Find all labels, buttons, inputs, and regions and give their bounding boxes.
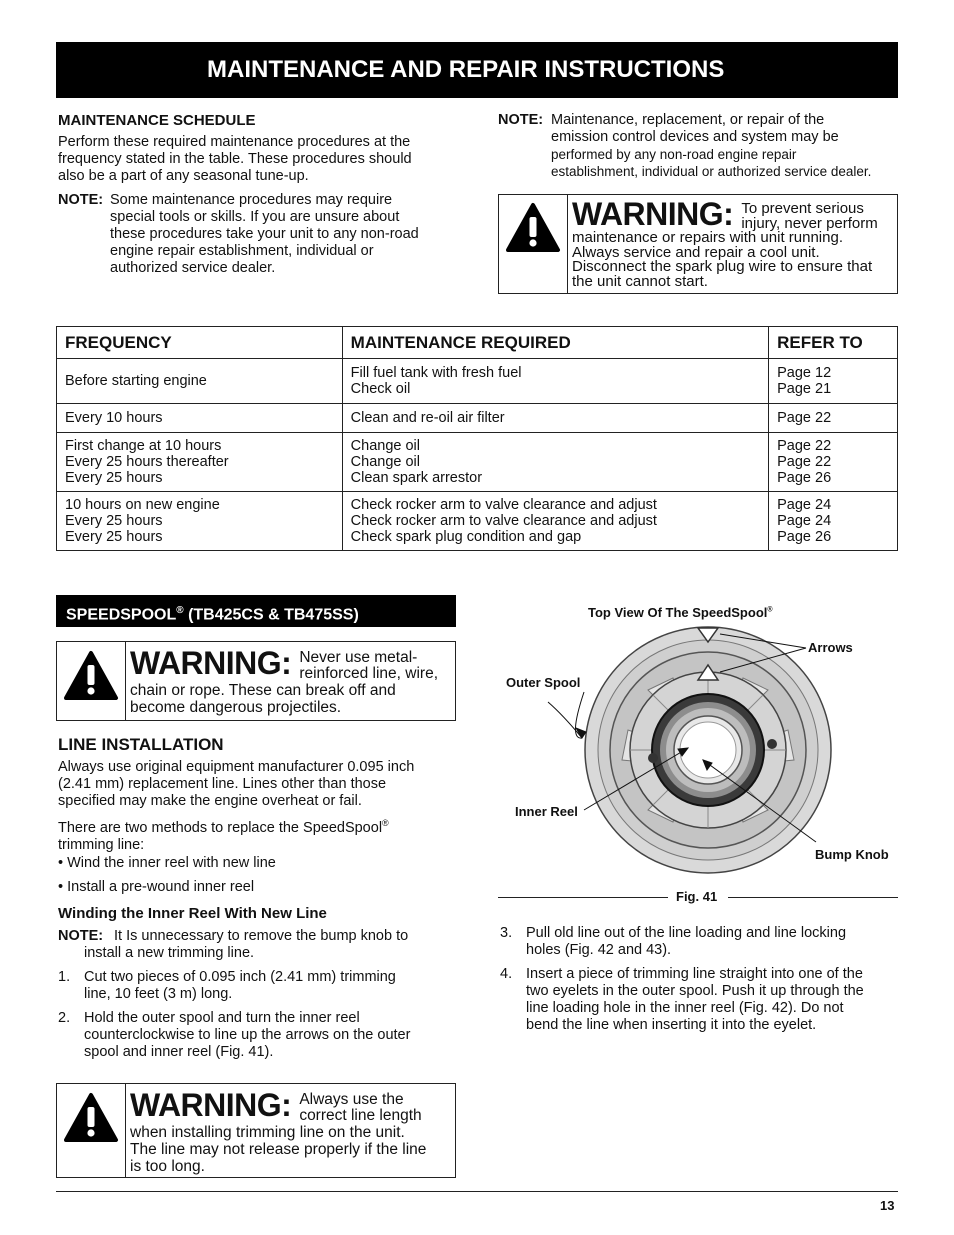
step-line: Pull old line out of the line loading and line locking [526, 925, 847, 941]
schedule-note-text [110, 192, 455, 277]
speedspool-diagram [498, 620, 898, 885]
warning-icon-cell [57, 1084, 126, 1177]
cell-line: Page 22 [777, 410, 832, 426]
registered-mark: ® [767, 606, 773, 614]
emission-note-label: NOTE: [498, 112, 544, 128]
note-line: It Is unnecessary to remove the bump knob to [114, 928, 409, 944]
page-banner: MAINTENANCE AND REPAIR INSTRUCTIONS [56, 42, 898, 98]
emission-note-line: performed by any non-road engine repair [551, 147, 797, 162]
step-text [526, 925, 898, 959]
caption-rule-left [498, 897, 668, 898]
cell-line: Page 26 [777, 470, 832, 486]
step-number: 1. [58, 969, 71, 985]
step-text [526, 966, 898, 1034]
task-cell [342, 433, 768, 492]
winding-note-text [84, 928, 456, 962]
warning-body-line: when installing trimming line on the unit. [130, 1124, 405, 1141]
warning-body-line: maintenance or repairs with unit running. [572, 229, 843, 246]
schedule-intro-line: Perform these required maintenance procedures at the [58, 134, 411, 150]
step-line: spool and inner reel (Fig. 41). [84, 1044, 274, 1060]
cell-line: Check oil [350, 381, 411, 397]
cell-line: 10 hours on new engine [65, 497, 220, 513]
cell-line: Page 21 [777, 381, 832, 397]
figure-caption: Fig. 41 [676, 889, 718, 904]
cell-line: Page 12 [777, 365, 832, 381]
para-text: There are two methods to replace the SpeedSpool [58, 819, 383, 836]
registered-mark: ® [176, 605, 184, 616]
warning-title: WARNING: [130, 645, 292, 681]
note-line: install a new trimming line. [84, 945, 255, 961]
schedule-note-line: Some maintenance procedures may require [110, 192, 393, 208]
warning-lead-line: To prevent serious [741, 200, 864, 217]
eyelet-left [648, 753, 658, 763]
schedule-intro-line: also be a part of any seasonal tune-up. [58, 168, 309, 184]
warning-body-line: Always service and repair a cool unit. [572, 243, 820, 261]
warning-icon-cell [57, 642, 126, 720]
emission-note-text [551, 112, 901, 180]
cell-line: Every 10 hours [65, 410, 163, 426]
warning-lead-line: reinforced line, wire, [299, 665, 439, 682]
cell-line: Before starting engine [65, 373, 207, 389]
para-line: specified may make the engine overheat or fail. [58, 793, 362, 809]
step-number: 3. [500, 925, 513, 941]
table-row [57, 404, 898, 433]
warning-body-line: The line may not release properly if the line [130, 1141, 427, 1158]
line-installation-para [58, 759, 458, 810]
column-header-frequency: FREQUENCY [57, 327, 343, 359]
refer-cell [769, 359, 898, 404]
warning-title: WARNING: [572, 196, 734, 232]
column-header-maintenance: MAINTENANCE REQUIRED [342, 327, 768, 359]
methods-para [58, 815, 458, 854]
warning-triangle-icon [63, 649, 119, 701]
figure-title [588, 605, 773, 620]
table-row [57, 433, 898, 492]
winding-note-label: NOTE: [58, 928, 104, 944]
frequency-cell [57, 492, 343, 551]
maintenance-schedule-heading: MAINTENANCE SCHEDULE [58, 112, 256, 129]
schedule-note-line: special tools or skills. If you are unsure about [110, 209, 400, 225]
speedspool-section-heading [56, 595, 456, 627]
warning-box-service [498, 194, 898, 294]
registered-mark: ® [382, 818, 389, 828]
warning-body [130, 1124, 452, 1175]
table-row [57, 492, 898, 551]
step-number: 2. [58, 1010, 71, 1026]
emission-note-line: emission control devices and system may be [551, 129, 839, 145]
inner-reel-label: Inner Reel [515, 804, 578, 819]
warning-lead-line: injury, never perform [741, 214, 878, 232]
task-cell [342, 359, 768, 404]
warning-triangle-icon [505, 201, 561, 253]
step-line: Cut two pieces of 0.095 inch (2.41 mm) trimming [84, 969, 396, 985]
cell-line: Change oil [350, 454, 420, 470]
step-number: 4. [500, 966, 513, 982]
warning-body-line: Disconnect the spark plug wire to ensure that [572, 258, 873, 275]
cell-line: Fill fuel tank with fresh fuel [350, 365, 522, 381]
cell-line: First change at 10 hours [65, 438, 222, 454]
refer-cell [769, 404, 898, 433]
emission-note-line: establishment, individual or authorized service dealer. [551, 164, 872, 179]
step-line: Hold the outer spool and turn the inner reel [84, 1010, 360, 1026]
frequency-cell [57, 404, 343, 433]
caption-rule-right [728, 897, 898, 898]
warning-content [130, 1087, 452, 1175]
cell-line: Change oil [350, 438, 420, 454]
schedule-note-line: authorized service dealer. [110, 260, 276, 276]
warning-body [130, 682, 452, 716]
warning-icon-cell [499, 195, 568, 293]
page-number: 13 [880, 1198, 895, 1213]
step-text [84, 1010, 456, 1061]
cell-line: Check spark plug condition and gap [350, 529, 582, 545]
schedule-note-line: engine repair establishment, individual or [110, 243, 374, 259]
cell-line: Page 24 [777, 497, 832, 513]
warning-content [130, 645, 452, 716]
warning-lead-line: correct line length [299, 1107, 422, 1124]
emission-note-line: Maintenance, replacement, or repair of the [551, 112, 825, 128]
column-header-refer-to: REFER TO [769, 327, 898, 359]
heading-main: SPEEDSPOOL [66, 606, 177, 624]
cell-line: Every 25 hours thereafter [65, 454, 229, 470]
schedule-intro [58, 134, 458, 185]
task-cell [342, 492, 768, 551]
footer-rule [56, 1191, 898, 1192]
warning-content [572, 196, 894, 290]
warning-lead-line: Always use the [299, 1091, 404, 1108]
frequency-cell [57, 433, 343, 492]
heading-models: (TB425CS & TB475SS) [183, 606, 359, 624]
line-installation-heading: LINE INSTALLATION [58, 735, 224, 754]
cell-line: Every 25 hours [65, 470, 163, 486]
bullet-item: • Install a pre-wound inner reel [58, 879, 255, 895]
step-line: line, 10 feet (3 m) long. [84, 986, 233, 1002]
warning-lead-line: Never use metal- [299, 649, 418, 666]
step-text [84, 969, 456, 1003]
refer-cell [769, 433, 898, 492]
cell-line: Page 24 [777, 513, 832, 529]
arrows-label: Arrows [808, 640, 853, 655]
step-line: bend the line when inserting it into the eyelet. [526, 1017, 817, 1033]
para-line: trimming line: [58, 836, 145, 853]
warning-body-line: is too long. [130, 1158, 205, 1175]
cell-line: Clean and re-oil air filter [350, 410, 505, 426]
warning-body-line: the unit cannot start. [572, 272, 708, 290]
step-line: counterclockwise to line up the arrows on the outer [84, 1027, 411, 1043]
warning-triangle-icon [63, 1091, 119, 1143]
step-line: line loading hole in the inner reel (Fig. 42). Do not [526, 1000, 844, 1016]
para-line: Always use original equipment manufacturer 0.095 inch [58, 759, 415, 775]
warning-title: WARNING: [130, 1087, 292, 1123]
step-line: holes (Fig. 42 and 43). [526, 942, 672, 958]
refer-cell [769, 492, 898, 551]
maintenance-table [56, 326, 898, 551]
para-line: (2.41 mm) replacement line. Lines other than those [58, 776, 387, 792]
eyelet-right [767, 739, 777, 749]
para-line [58, 815, 458, 837]
figure-title-text: Top View Of The SpeedSpool [588, 605, 768, 620]
cell-line: Page 26 [777, 529, 832, 545]
step-line: Insert a piece of trimming line straight into one of the [526, 966, 863, 982]
bump-knob-label: Bump Knob [815, 847, 889, 862]
step-line: two eyelets in the outer spool. Push it up through the [526, 983, 864, 999]
warning-body-line: become dangerous projectiles. [130, 699, 342, 716]
outer-spool-label: Outer Spool [506, 675, 581, 690]
table-row [57, 359, 898, 404]
cell-line: Page 22 [777, 454, 832, 470]
schedule-note-line: these procedures take your unit to any non-road [110, 226, 419, 242]
cell-line: Every 25 hours [65, 513, 163, 529]
cell-line: Check rocker arm to valve clearance and adjust [350, 513, 657, 529]
bullet-item: • Wind the inner reel with new line [58, 855, 276, 871]
warning-body [572, 231, 894, 289]
warning-body-line: chain or rope. These can break off and [130, 682, 396, 699]
cell-line: Check rocker arm to valve clearance and adjust [350, 497, 657, 513]
table-header-row [57, 327, 898, 359]
warning-box-line-length [56, 1083, 456, 1178]
winding-subheading: Winding the Inner Reel With New Line [58, 905, 327, 922]
schedule-intro-line: frequency stated in the table. These procedures should [58, 151, 412, 167]
cell-line: Clean spark arrestor [350, 470, 483, 486]
warning-box-metal-line [56, 641, 456, 721]
cell-line: Every 25 hours [65, 529, 163, 545]
schedule-note-label: NOTE: [58, 192, 104, 208]
cell-line: Page 22 [777, 438, 832, 454]
task-cell [342, 404, 768, 433]
frequency-cell [57, 359, 343, 404]
